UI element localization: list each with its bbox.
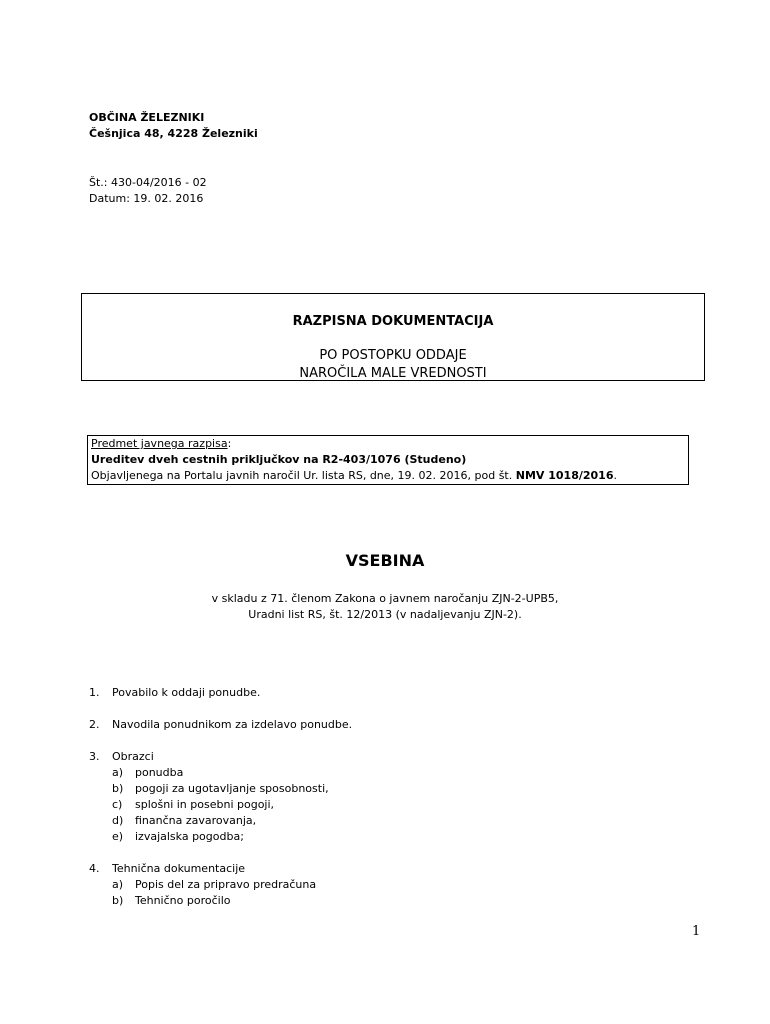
list-item: 4. Tehnična dokumentacije — [89, 862, 246, 875]
list-subitem: e) izvajalska pogodba; — [112, 830, 244, 843]
subject-label: Predmet javnega razpisa — [91, 437, 228, 450]
list-subitem: c) splošni in posebni pogoji, — [112, 798, 275, 811]
publication-suffix: . — [613, 469, 617, 482]
subject-label-line — [91, 436, 685, 452]
list-subitem: b) pogoji za ugotavljanje sposobnosti, — [112, 782, 329, 795]
title-line-1: PO POSTOPKU ODDAJE — [319, 348, 467, 363]
list-subitem: a) ponudba — [112, 766, 184, 779]
org-name: OBČINA ŽELEZNIKI — [89, 111, 205, 124]
document-date: Datum: 19. 02. 2016 — [89, 192, 204, 205]
title-line-2: NAROČILA MALE VREDNOSTI — [299, 366, 487, 381]
publication-number: NMV 1018/2016 — [515, 469, 614, 482]
org-address: Češnjica 48, 4228 Železniki — [89, 127, 258, 140]
list-item: 2. Navodila ponudnikom za izdelavo ponudbe. — [89, 718, 353, 731]
subject-box — [87, 435, 689, 485]
publication-line — [91, 468, 685, 484]
subject-label-suffix: : — [227, 437, 232, 450]
contents-heading: VSEBINA — [345, 551, 425, 570]
title-box — [81, 293, 705, 381]
reference-number: Št.: 430-04/2016 - 02 — [89, 176, 207, 189]
contents-intro-line-1: v skladu z 71. členom Zakona o javnem naročanju ZJN-2-UPB5, — [211, 592, 559, 605]
list-item: 3. Obrazci — [89, 750, 154, 763]
page-number: 1 — [692, 924, 701, 939]
publication-text: Objavljenega na Portalu javnih naročil Ur. lista RS, dne, 19. 02. 2016, pod št. — [91, 469, 516, 482]
document-title: RAZPISNA DOKUMENTACIJA — [292, 314, 494, 329]
contents-intro-line-2: Uradni list RS, št. 12/2013 (v nadaljevanju ZJN-2). — [248, 608, 522, 621]
list-item: 1. Povabilo k oddaji ponudbe. — [89, 686, 261, 699]
list-subitem: d) finančna zavarovanja, — [112, 814, 257, 827]
list-subitem: a) Popis del za pripravo predračuna — [112, 878, 317, 891]
list-subitem: b) Tehnično poročilo — [112, 894, 231, 907]
subject-title: Ureditev dveh cestnih priključkov na R2-403/1076 (Studeno) — [91, 453, 467, 466]
